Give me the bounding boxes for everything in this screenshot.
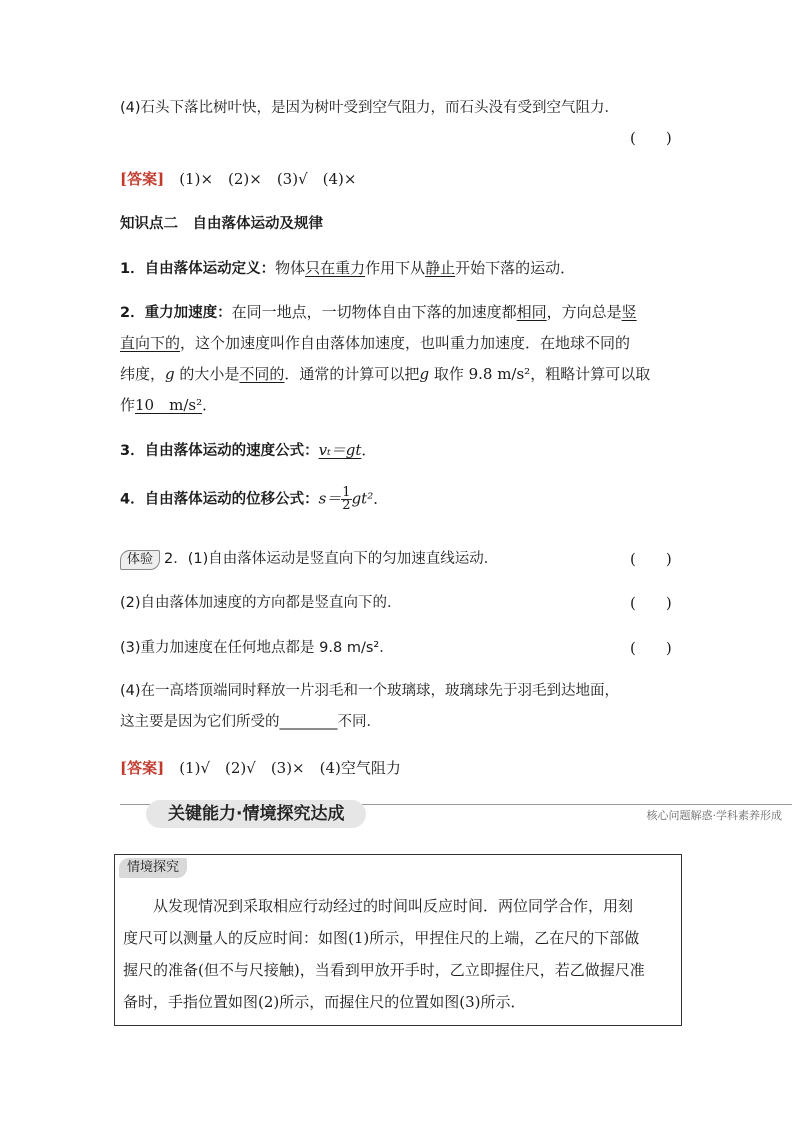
gravity-underline: 竖 bbox=[621, 303, 637, 321]
velocity-formula-line bbox=[120, 439, 376, 462]
answer-text: (1)× (2)× (3)√ (4)× bbox=[164, 170, 357, 188]
experience-q2: (2)自由落体加速度的方向都是竖直向下的． bbox=[120, 595, 402, 611]
g-symbol: g bbox=[165, 365, 175, 383]
gravity-text: ． bbox=[202, 396, 218, 414]
displacement-formula-line bbox=[120, 487, 388, 512]
experience-q4b: 这主要是因为它们所受的________不同． bbox=[120, 714, 381, 730]
experience-q3: (3)重力加速度在任何地点都是 9.8 m/s²． bbox=[120, 640, 394, 656]
gravity-text: ，这个加速度叫作自由落体加速度，也叫重力加速度．在地球不同的 bbox=[180, 334, 631, 352]
knowledge-point-heading: 知识点二 自由落体运动及规律 bbox=[120, 216, 323, 232]
experience-q1 bbox=[120, 548, 498, 570]
experience-text: 2．(1)自由落体运动是竖直向下的匀加速直线运动． bbox=[164, 551, 499, 567]
definition-underline: 只在重力 bbox=[305, 259, 366, 277]
gravity-underline: 直向下的 bbox=[120, 334, 181, 352]
displacement-tail: gt² bbox=[351, 489, 374, 508]
answer-blank: ( ) bbox=[630, 550, 672, 568]
velocity-formula: vₜ＝gt bbox=[318, 441, 362, 459]
answer-line-1 bbox=[120, 168, 356, 190]
answer-line-2 bbox=[120, 757, 401, 779]
gravity-text: 的大小是 bbox=[174, 365, 240, 383]
g-symbol: g bbox=[419, 365, 430, 383]
fraction bbox=[341, 487, 351, 512]
velocity-lead: 3．自由落体运动的速度公式： bbox=[120, 443, 319, 459]
scenario-line: 从发现情况到采取相应行动经过的时间叫反应时间．两位同学合作，用刻 bbox=[123, 897, 634, 915]
section-subtitle: 核心问题解惑·学科素养形成 bbox=[646, 809, 782, 822]
answer-text: (1)√ (2)√ (3)× (4)空气阻力 bbox=[164, 759, 401, 777]
definition-text: 开始下落的运动． bbox=[455, 259, 576, 277]
gravity-line-2 bbox=[120, 332, 630, 354]
experience-badge: 体验 bbox=[120, 550, 160, 570]
definition-text: 物体 bbox=[275, 259, 306, 277]
answer-label: [答案] bbox=[120, 170, 165, 188]
fraction-denominator: 2 bbox=[342, 498, 351, 513]
answer-blank: ( ) bbox=[630, 639, 672, 657]
gravity-text: 作 bbox=[120, 396, 136, 414]
answer-blank: ( ) bbox=[630, 129, 672, 147]
gravity-line-4 bbox=[120, 394, 217, 416]
definition-line bbox=[120, 257, 575, 280]
scenario-line: 备时，手指位置如图(2)所示，而握住尺的位置如图(3)所示． bbox=[123, 993, 526, 1011]
scenario-line: 握尺的准备(但不与尺接触)，当看到甲放开手时，乙立即握住尺，若乙做握尺准 bbox=[123, 961, 645, 979]
question-4-prev: (4)石头下落比树叶快，是因为树叶受到空气阻力，而石头没有受到空气阻力． bbox=[120, 100, 620, 116]
definition-underline: 静止 bbox=[425, 259, 456, 277]
gravity-underline: 相同 bbox=[516, 303, 547, 321]
answer-blank: ( ) bbox=[630, 594, 672, 612]
definition-lead: 1．自由落体运动定义： bbox=[120, 261, 276, 277]
definition-text: 作用下从 bbox=[365, 259, 426, 277]
velocity-end: ． bbox=[361, 441, 377, 459]
gravity-line-3 bbox=[120, 363, 650, 385]
displacement-lead: 4．自由落体运动的位移公式： bbox=[120, 491, 319, 508]
gravity-text: ．通常的计算可以把 bbox=[284, 365, 420, 383]
fraction-numerator: 1 bbox=[342, 485, 351, 500]
gravity-line-1 bbox=[120, 301, 637, 324]
gravity-text: ，方向总是 bbox=[546, 303, 622, 321]
scenario-line: 度尺可以测量人的反应时间：如图(1)所示，甲捏住尺的上端，乙在尺的下部做 bbox=[123, 929, 640, 947]
gravity-underline: 不同的 bbox=[239, 365, 285, 383]
gravity-lead: 2．重力加速度： bbox=[120, 305, 232, 321]
section-title: 关键能力·情境探究达成 bbox=[146, 800, 366, 828]
gravity-text: 纬度， bbox=[120, 365, 166, 383]
answer-label: [答案] bbox=[120, 759, 165, 777]
gravity-underline: 10 m/s² bbox=[135, 396, 203, 414]
experience-q4a: (4)在一高塔顶端同时释放一片羽毛和一个玻璃球，玻璃球先于羽毛到达地面， bbox=[120, 683, 620, 699]
gravity-text: 在同一地点，一切物体自由下落的加速度都 bbox=[231, 303, 517, 321]
section-header bbox=[120, 800, 792, 828]
gravity-text: 取作 9.8 m/s²，粗略计算可以取 bbox=[429, 365, 651, 383]
displacement-s: s＝ bbox=[318, 489, 342, 508]
scenario-box bbox=[114, 854, 682, 1026]
displacement-end: ． bbox=[373, 489, 389, 508]
scenario-tag: 情境探究 bbox=[119, 858, 187, 878]
